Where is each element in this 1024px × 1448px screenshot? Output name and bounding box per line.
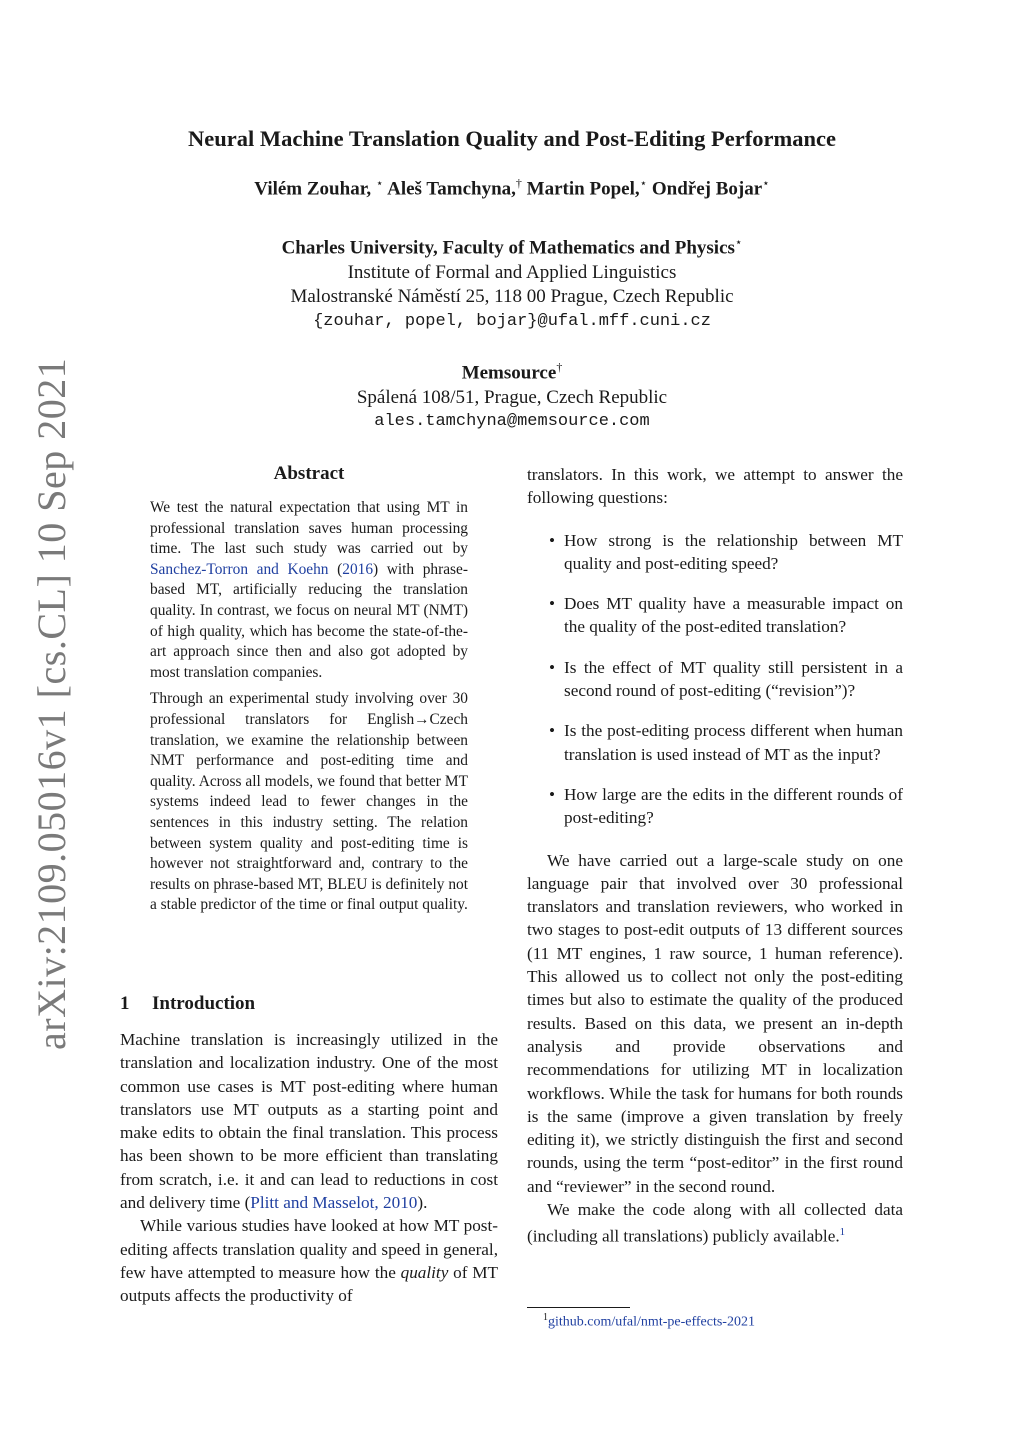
intro-paragraph: We have carried out a large-scale study on one language pair that involved over 30 professional translators and translation reviewers, who worked in two stages to post-edit outputs of 13 different sources (11 MT engines, 1 raw source, 1 human reference). This allowed us to collect not only the post-editing times but also to estimate the quality of the produced results. Based on this data, we present an in-depth analysis and provide observations and recommendations for utilizing MT in localization workflows. While the task for humans for both rounds is the same (improve a given translation by freely editing it), we strictly distinguish the first and second rounds, using the term “post-editor” in the first round and “reviewer” in the second round. — [527, 850, 903, 1196]
author-name: Vilém Zouhar — [254, 178, 367, 200]
emphasis-text: quality — [400, 1262, 449, 1282]
author-mark: † — [515, 176, 522, 190]
citation-year-link[interactable]: 2016 — [342, 560, 374, 578]
affiliation-name: Charles University, Faculty of Mathematics and Physics — [281, 237, 735, 259]
intro-paragraph-split: While various studies have looked at how MT post-editing affects translation quality and speed in general, few have attempted to measure how the quality of MT outputs affects the productivity of — [120, 1216, 498, 1306]
section-heading-introduction — [120, 993, 255, 1015]
author-mark: ⋆ — [375, 176, 384, 190]
list-item: • How strong is the relationship between MT quality and post-editing speed? — [527, 529, 903, 576]
intro-right-column — [527, 463, 903, 1248]
intro-paragraph: Machine translation is increasingly utilized in the translation and localization industry. One of the most common use cases is MT post-editing where human translators use MT outputs as a starting point and make edits to obtain the final translation. This process has been shown to be more efficient than translating from scratch, i.e. it and can lead to reductions in cost and delivery time (Plitt and Masselot, 2010). — [120, 1030, 498, 1213]
research-questions-list — [527, 529, 903, 830]
abstract-body — [150, 498, 468, 916]
intro-paragraph-continued: translators. In this work, we attempt to answer the following questions: — [527, 465, 903, 508]
footnote-link[interactable]: github.com/ufal/nmt-pe-effects-2021 — [548, 1314, 755, 1330]
affiliation-email[interactable]: {zouhar, popel, bojar}@ufal.mff.cuni.cz — [313, 311, 711, 331]
list-item: • How large are the edits in the different rounds of post-editing? — [527, 783, 903, 830]
affiliation-email[interactable]: ales.tamchyna@memsource.com — [374, 412, 650, 432]
affiliation-address: Spálená 108/51, Prague, Czech Republic — [356, 386, 668, 408]
affiliation-charles — [0, 230, 1024, 334]
intro-left-column — [120, 1028, 498, 1308]
affiliation-address: Malostranské Náměstí 25, 118 00 Prague, Czech Republic — [290, 286, 734, 308]
affiliation-institute: Institute of Formal and Applied Linguistics — [347, 261, 677, 283]
footnote-mark: 1 — [543, 1312, 548, 1323]
author-mark: ⋆ — [762, 176, 770, 190]
list-item: • Does MT quality have a measurable impact on the quality of the post-edited translation? — [527, 592, 903, 639]
author-mark: , — [366, 178, 376, 200]
affiliation-name: Memsource — [461, 362, 557, 384]
affiliation-mark: † — [556, 360, 563, 374]
abstract-heading: Abstract — [273, 463, 345, 484]
footnote-ref-link[interactable]: 1 — [839, 1226, 846, 1239]
author-list: Vilém Zouhar, ⋆ Aleš Tamchyna,† Martin Popel,⋆ Ondřej Bojar⋆ — [254, 176, 770, 200]
citation-link[interactable]: Sanchez-Torron and Koehn — [150, 560, 329, 578]
affiliation-mark: ⋆ — [734, 235, 743, 249]
citation-link[interactable]: Plitt and Masselot, 2010 — [250, 1193, 418, 1213]
affiliation-memsource — [0, 355, 1024, 435]
list-item: • Is the post-editing process different when human translation is used instead of MT as the input? — [527, 719, 903, 766]
list-item: • Is the effect of MT quality still persistent in a second round of post-editing (“revision”)? — [527, 656, 903, 703]
author-mark: ⋆ — [639, 176, 648, 190]
paper-title: Neural Machine Translation Quality and Post-Editing Performance — [188, 126, 836, 151]
author-name: Martin Popel — [526, 178, 635, 200]
abstract-paragraph: We test the natural expectation that using MT in professional translation saves human processing time. The last such study was carried out by Sanchez-Torron and Koehn (2016) with phrase-based MT, artificially reducing the translation quality. In contrast, we focus on neural MT (NMT) of high quality, which has become the state-of-the-art approach since then and also got adopted by most translation companies. — [150, 499, 469, 681]
author-name: Ondřej Bojar — [651, 178, 763, 200]
abstract-paragraph: Through an experimental study involving over 30 professional translators for English→Czech translation, we examine the relationship between NMT performance and post-editing time and quality. Across all models, we found that better MT systems indeed lead to fewer changes in the sentences in this industry setting. The relation between system quality and post-editing time is however not straightforward and, contrary to the results on phrase-based MT, BLEU is definitely not a stable predictor of the time or final output quality. — [150, 690, 468, 914]
author-name: Aleš Tamchyna — [387, 178, 512, 200]
footnote-divider — [527, 1307, 630, 1308]
section-number: 1 — [120, 993, 130, 1014]
arxiv-identifier: arXiv:2109.05016v1 [cs.CL] 10 Sep 2021 — [29, 357, 74, 1050]
footnote — [543, 1312, 755, 1331]
intro-paragraph: We make the code along with all collected data (including all translations) publicly available.$^1$ — [527, 1200, 903, 1247]
section-title: Introduction — [152, 993, 256, 1014]
